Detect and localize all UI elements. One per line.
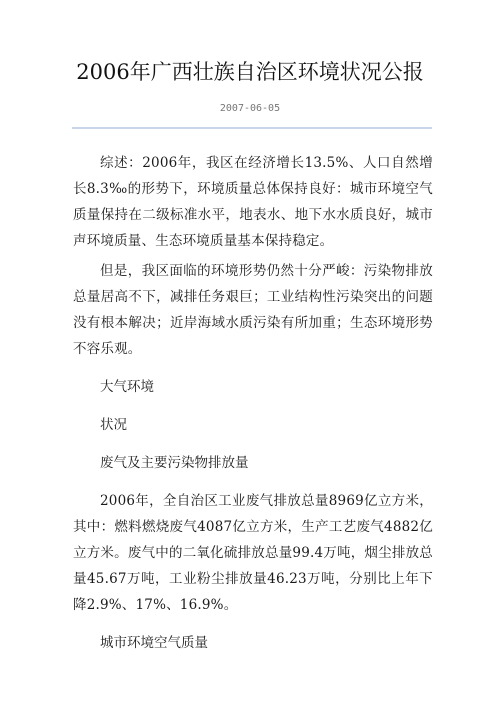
summary-paragraph: 综述：2006年，我区在经济增长13.5%、人口自然增长8.3‰的形势下，环境质量总体保持良好：城市环境空气质量保持在二级标准水平，地表水、地下水水质良好，城市声环境质量、生态环境质量基本保持稳定。 xyxy=(73,155,433,249)
section-heading-city-air: 城市环境空气质量 xyxy=(100,635,208,651)
section-heading-atmosphere: 大气环境 xyxy=(100,379,154,395)
section-heading-status: 状况 xyxy=(100,417,127,433)
emissions-paragraph: 2006年，全自治区工业废气排放总量8969亿立方米，其中：燃料燃烧废气4087亿立方米，生产工艺废气4882亿立方米。废气中的二氧化硫排放总量99.4万吨，烟尘排放总量45.67万吨，工业粉尘排放量46.23万吨，分别比上年下降2.9%、17%、16.9%。 xyxy=(73,493,433,613)
document-title: 2006年广西壮族自治区环境状况公报 xyxy=(76,60,424,84)
publish-date: 2007-06-05 xyxy=(219,103,281,114)
document-body xyxy=(73,150,433,656)
challenges-paragraph: 但是，我区面临的环境形势仍然十分严峻：污染物排放总量居高不下，减排任务艰巨；工业结构性污染突出的问题没有根本解决；近岸海域水质污染有所加重；生态环境形势不容乐观。 xyxy=(73,263,433,357)
title-divider xyxy=(72,127,432,129)
section-heading-emissions: 废气及主要污染物排放量 xyxy=(100,455,249,471)
